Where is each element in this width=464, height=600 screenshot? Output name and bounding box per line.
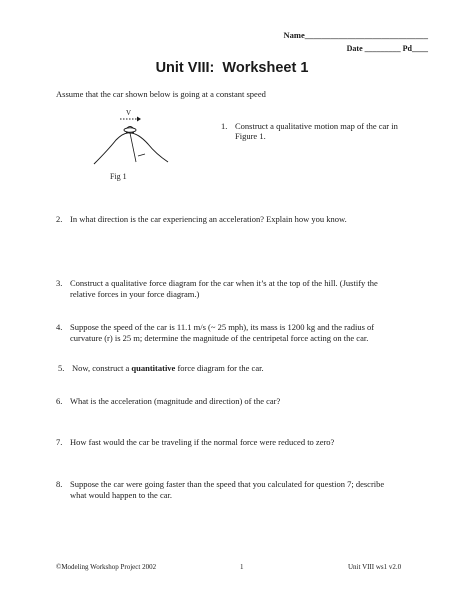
date-label: Date <box>346 44 363 53</box>
hill-car-figure <box>90 100 200 175</box>
velocity-arrowhead <box>137 117 141 122</box>
period-label: Pd <box>402 44 412 53</box>
question-text: Construct a qualitative force diagram for the car when it’s at the top of the hill. (Justify the <box>70 278 378 288</box>
question-number: 6. <box>56 396 63 406</box>
question-number: 2. <box>56 214 63 224</box>
question-text-emphasis: quantitative <box>131 363 176 373</box>
period-blank: ____ <box>412 44 428 53</box>
question-text-continued: curvature (r) is 25 m; determine the magnitude of the centripetal force acting on the car. <box>70 333 369 343</box>
radius-tick <box>138 154 145 156</box>
name-label: Name <box>283 30 305 40</box>
question-text-end: force diagram for the car. <box>175 363 264 373</box>
question-text-continued: what would happen to the car. <box>70 490 172 500</box>
car-body <box>124 128 136 132</box>
question-7 <box>56 437 416 448</box>
question-text: Now, construct a <box>72 363 132 373</box>
question-6 <box>56 396 416 407</box>
question-number: 5. <box>58 363 65 373</box>
question-text: What is the acceleration (magnitude and direction) of the car? <box>70 396 281 406</box>
radius-line <box>130 133 136 162</box>
figure-label: Fig 1 <box>110 172 127 181</box>
question-1 <box>221 121 421 141</box>
footer-version: Unit VIII ws1 v2.0 <box>348 563 402 571</box>
question-5 <box>58 363 418 374</box>
date-blank: _________ <box>364 44 401 53</box>
velocity-label: V <box>126 109 132 117</box>
question-text: In what direction is the car experiencing an acceleration? Explain how you know. <box>70 214 347 224</box>
name-blank: _____________________________ <box>304 30 428 40</box>
name-field[interactable] <box>284 30 429 40</box>
footer-copyright: ©Modeling Workshop Project 2002 <box>56 563 157 571</box>
worksheet-title: Unit VIII: Worksheet 1 <box>155 60 309 76</box>
question-text: Suppose the car were going faster than the speed that you calculated for question 7; describe <box>70 479 385 489</box>
question-text: Construct a qualitative motion map of the car in <box>235 121 398 131</box>
footer-page-number: 1 <box>240 563 244 571</box>
date-period-field[interactable] <box>347 44 428 53</box>
question-number: 1. <box>221 121 228 131</box>
question-number: 7. <box>56 437 63 447</box>
question-number: 8. <box>56 479 63 489</box>
question-text: Suppose the speed of the car is 11.1 m/s (~ 25 mph), its mass is 1200 kg and the radius of <box>70 322 375 332</box>
intro-text: Assume that the car shown below is going at a constant speed <box>56 89 266 99</box>
question-number: 3. <box>56 278 63 288</box>
question-text: How fast would the car be traveling if the normal force were reduced to zero? <box>70 437 335 447</box>
question-text-continued: Figure 1. <box>235 131 266 141</box>
question-number: 4. <box>56 322 63 332</box>
question-4 <box>56 322 416 344</box>
question-text-continued: relative forces in your force diagram.) <box>70 289 200 299</box>
question-8 <box>56 479 416 501</box>
question-2 <box>56 214 416 225</box>
question-3 <box>56 278 416 300</box>
